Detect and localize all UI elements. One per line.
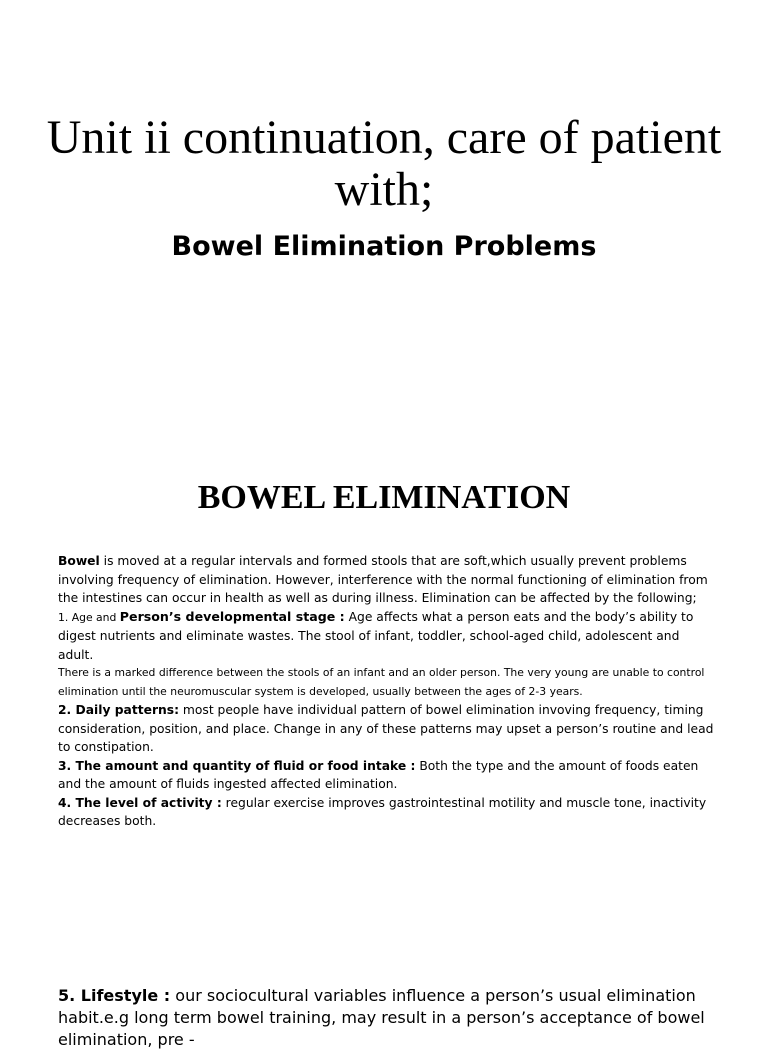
body-text xyxy=(58,552,718,831)
item-3-text: Both the type and the amount of foods eaten and the amount of fluids ingested affected elimination. xyxy=(58,758,699,791)
item-4-text: regular exercise improves gastrointestinal motility and muscle tone, inactivity decreases both. xyxy=(58,795,707,828)
item-2-text: most people have individual pattern of bowel elimination invoving frequency, timing consideration, position, and place. Change in any of these patterns may upset a person’s routine and lead to constipation. xyxy=(58,703,714,754)
item-1-label: Person’s developmental stage : xyxy=(119,608,345,624)
slide-title: Unit ii continuation, care of patient with; xyxy=(46,111,722,216)
item-1-prefix: 1. Age and xyxy=(58,610,120,624)
item-2 xyxy=(58,701,718,757)
item-3-label: 3. The amount and quantity of fluid or food intake : xyxy=(58,758,416,773)
item-4 xyxy=(58,794,718,831)
next-slide-preview xyxy=(58,985,738,1051)
item-2-label: 2. Daily patterns: xyxy=(58,703,179,717)
slide-subtitle: Bowel Elimination Problems xyxy=(171,231,597,262)
intro-label: Bowel xyxy=(58,554,100,568)
item-5 xyxy=(58,985,738,1051)
item-1-text: Age affects what a person eats and the body’s ability to digest nutrients and eliminate wastes. The stool of infant, toddler, school-aged child, adolescent and adult. xyxy=(58,609,694,662)
item-1-note: There is a marked difference between the stools of an infant and an older person. The very young are unable to control elimination until the neuromuscular system is developed, usually between the ages of 2-3 years. xyxy=(58,666,705,698)
section-heading: BOWEL ELIMINATION xyxy=(197,479,571,516)
item-5-label: 5. Lifestyle : xyxy=(58,986,171,1005)
intro-paragraph xyxy=(58,552,718,608)
item-4-label: 4. The level of activity : xyxy=(58,795,222,810)
intro-text: is moved at a regular intervals and formed stools that are soft,which usually prevent problems involving frequency of elimination. However, interference with the normal functioning of elimination from the intestines can occur in health as well as during illness. Elimination can be affected by the following; xyxy=(58,554,708,605)
item-1 xyxy=(58,608,718,665)
item-3 xyxy=(58,757,718,794)
item-5-text: our sociocultural variables influence a person’s usual elimination habit.e.g long term bowel training, may result in a person’s acceptance of bowel elimination, pre - xyxy=(58,986,705,1049)
